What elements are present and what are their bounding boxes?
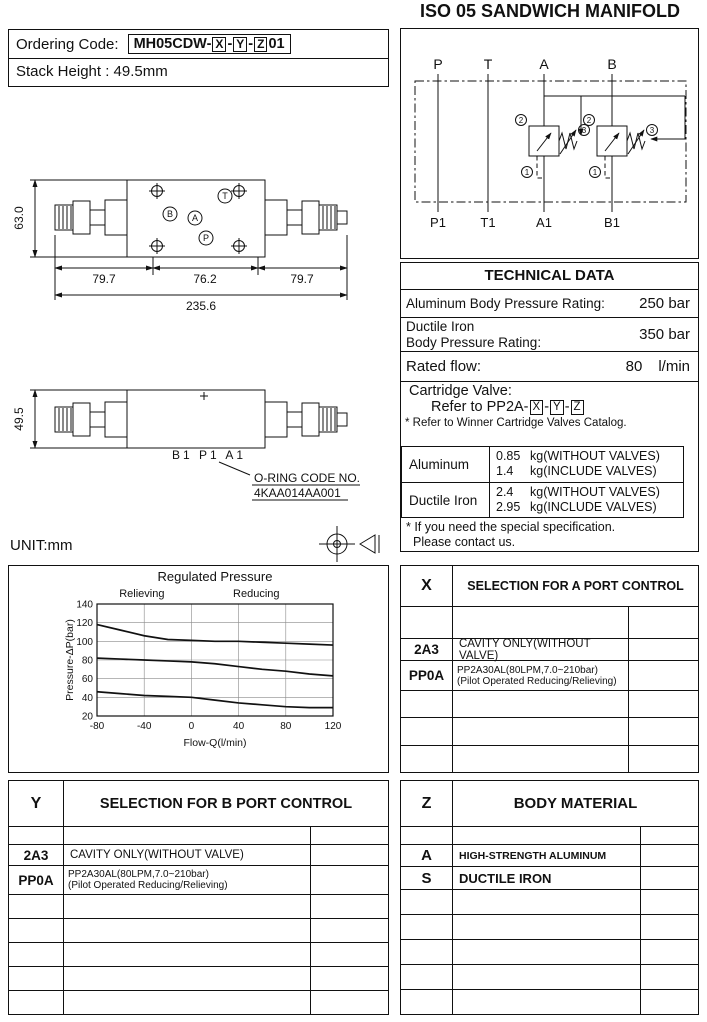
dim-width-1: 79.7 [92,272,116,286]
table-row [401,290,698,318]
port-label-a1: A1 [536,215,552,230]
svg-text:Regulated Pressure: Regulated Pressure [157,569,273,584]
selection-x-table [400,565,699,773]
front-view-dimensions [30,390,127,448]
dim-height-top: 63.0 [12,206,26,230]
row-value: 250 bar [639,295,690,312]
row-value: 350 bar [639,326,690,343]
table-row: S DUCTILE IRON [401,866,698,889]
empty-row [9,942,388,966]
port-label-p1: P1 [430,215,446,230]
port-t-mark: T [222,191,228,201]
empty-row [9,894,388,918]
circuit-lines [415,74,686,212]
marker-2: 2 [586,116,592,125]
unit-label: UNIT:mm [10,537,73,554]
dim-width-2: 76.2 [193,272,217,286]
header-code: Z [401,781,453,826]
svg-text:80: 80 [81,655,93,667]
empty-row [401,717,698,744]
cartridge-valve-section: Cartridge Valve: Refer to PP2A- X - Y - Z * Refer to Winner Cartridge Valves Catalog. [401,382,698,446]
row-unit: l/min [658,358,690,375]
empty-row [9,918,388,942]
stack-height-box: Stack Height : 49.5mm [8,58,389,87]
empty-row [401,939,698,964]
svg-text:100: 100 [76,636,93,648]
empty-row [401,989,698,1014]
code-prefix: MH05CDW- [133,36,212,52]
row-label: Ductile Iron Body Pressure Rating: [406,319,542,350]
technical-data-title: TECHNICAL DATA [401,263,698,290]
table-header [401,781,698,826]
svg-text:60: 60 [81,674,93,686]
oring-label: O-RING CODE NO. [254,471,361,485]
code-sep: - [227,36,233,52]
code-y: Y [233,37,247,52]
svg-text:0: 0 [188,721,195,732]
code-z: Z [254,37,267,52]
empty-row [401,745,698,772]
empty-row [401,826,698,844]
selection-y-table [8,780,389,1015]
weight-material: Ductile Iron [402,482,490,517]
dimension-drawing [8,85,400,565]
footnote: * If you need the special specification. Please contact us. [406,520,616,549]
code-sep: - [248,36,254,52]
ordering-code-box [8,29,389,59]
svg-text:-80: -80 [89,721,105,732]
table-row: PP0A PP2A30AL(80LPM,7.0~210bar) (Pilot Operated Reducing/Relieving) [9,865,388,894]
dim-width-3: 79.7 [290,272,314,286]
empty-row [9,990,388,1014]
regulated-pressure-chart [8,565,389,773]
header-code: X [401,566,453,606]
weight-values: 2.4 kg(WITHOUT VALVES) 2.95 kg(INCLUDE VALVES) [490,482,683,517]
port-label-b1: B1 [604,215,620,230]
ordering-code-value [128,34,291,54]
cartridge-z: Z [571,400,584,415]
oring-code: 4KAA014AA001 [254,486,341,500]
code-x: X [212,37,226,52]
table-header [9,781,388,826]
empty-row [401,914,698,939]
table-title: SELECTION FOR B PORT CONTROL [99,795,353,812]
marker-1: 1 [592,168,598,177]
empty-row [401,889,698,914]
header-code: Y [9,781,64,826]
svg-text:Reducing: Reducing [233,588,280,600]
port-p-mark: P [202,233,210,243]
third-angle-projection-icon [319,526,379,562]
empty-row [9,826,388,844]
table-title: BODY MATERIAL [513,795,638,812]
svg-text:Relieving: Relieving [119,588,165,600]
svg-text:20: 20 [81,711,93,723]
bolt-hole-icon [149,238,165,254]
weight-values: 0.85 kg(WITHOUT VALVES) 1.4 kg(INCLUDE VALVES) [496,449,660,478]
table-title: SELECTION FOR A PORT CONTROL [467,579,684,593]
table-row: 2A3 CAVITY ONLY(WITHOUT VALVE) [401,638,698,660]
empty-row [401,606,698,638]
svg-text:140: 140 [76,599,93,611]
row-label: Aluminum Body Pressure Rating: [406,295,605,311]
weight-table [401,446,684,518]
cartridge-x: X [530,400,544,415]
chart-svg [9,566,387,771]
cartridge-y: Y [550,400,564,415]
bottom-port-labels: B1 P1 A1 [172,448,247,462]
empty-row [9,966,388,990]
row-label: Rated flow: [406,357,482,375]
ordering-code-label: Ordering Code: [16,35,119,53]
table-row: PP0A PP2A30AL(80LPM,7.0~210bar) (Pilot Operated Reducing/Relieving) [401,660,698,690]
page-title: ISO 05 SANDWICH MANIFOLD [419,1,680,21]
weight-material: Aluminum [402,447,490,482]
marker-1: 1 [524,168,530,177]
table-row: 2A3 CAVITY ONLY(WITHOUT VALVE) [9,844,388,865]
dim-total-width: 235.6 [185,299,217,313]
hydraulic-circuit-svg [401,29,697,257]
svg-text:Pressure-ΔP(bar): Pressure-ΔP(bar) [64,619,76,701]
table-row: A HIGH-STRENGTH ALUMINUM [401,844,698,866]
marker-3: 3 [581,126,587,135]
marker-3: 3 [649,126,655,135]
dim-height-bottom: 49.5 [12,407,26,431]
svg-text:120: 120 [324,721,342,732]
port-label-a: A [539,56,549,72]
svg-text:40: 40 [233,721,245,732]
code-suffix: 01 [268,36,285,52]
port-label-p: P [433,56,443,72]
bolt-hole-icon [231,183,247,199]
row-value: 80 [625,358,643,375]
svg-text:120: 120 [76,618,93,630]
svg-text:-40: -40 [136,721,152,732]
table-header [401,566,698,606]
port-label-t: T [483,56,493,72]
table-row [401,318,698,352]
bolt-hole-icon [149,183,165,199]
cartridge-note: * Refer to Winner Cartridge Valves Catalog. [405,417,627,429]
port-label-b: B [607,56,617,72]
bolt-hole-icon [231,238,247,254]
port-label-t1: T1 [480,215,496,230]
top-view [55,180,347,257]
empty-row [401,964,698,989]
svg-text:Flow-Q(l/min): Flow-Q(l/min) [183,737,247,749]
svg-text:40: 40 [81,692,93,704]
port-a-mark: A [191,213,199,223]
front-view [55,390,347,448]
body-material-table [400,780,699,1015]
svg-text:80: 80 [280,721,292,732]
hydraulic-circuit [400,28,699,259]
marker-2: 2 [518,116,524,125]
technical-data-table [400,262,699,552]
table-row [401,352,698,382]
empty-row [401,690,698,717]
port-b-mark: B [166,209,174,219]
